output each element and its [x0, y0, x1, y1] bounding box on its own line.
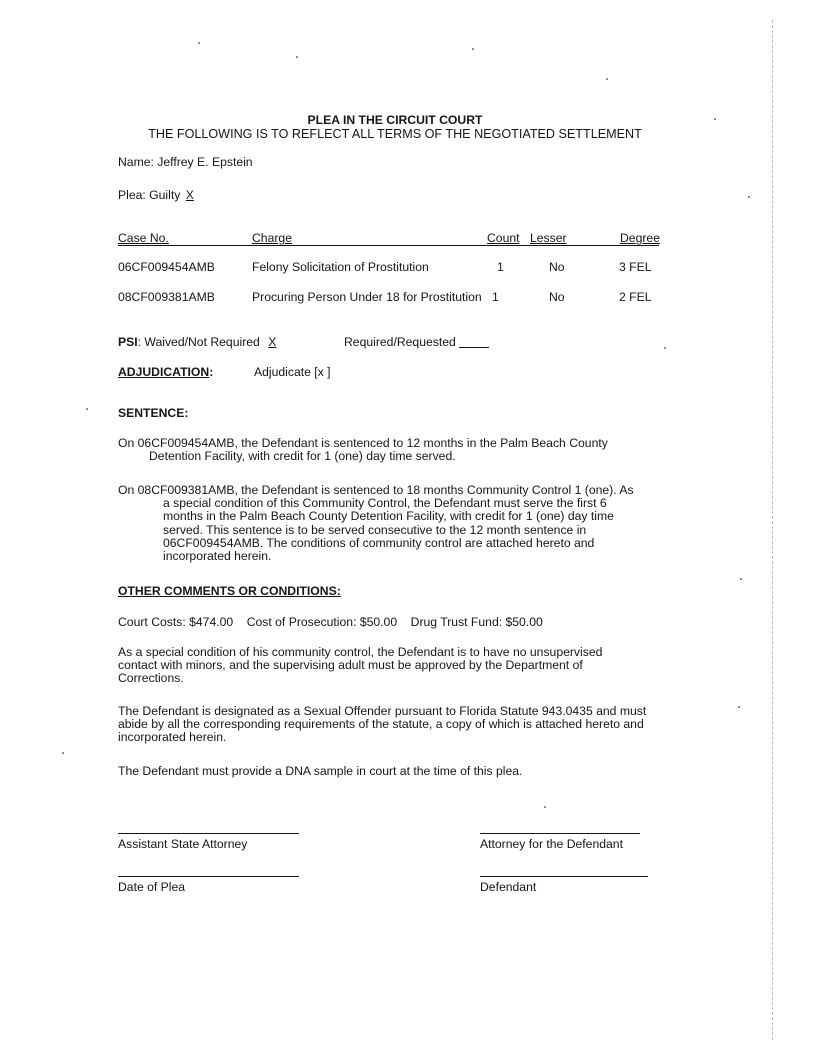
scan-speck	[664, 347, 666, 349]
asa-signature-line	[118, 833, 299, 834]
sentence-1-line: On 06CF009454AMB, the Defendant is sentenced to 12 months in the Palm Beach County	[118, 436, 608, 450]
sentence-paragraph-2	[118, 484, 666, 563]
condition-dna-sample: The Defendant must provide a DNA sample in court at the time of this plea.	[118, 764, 523, 778]
adjudication-value: Adjudicate [x ]	[254, 365, 331, 379]
condition-sexual-offender: The Defendant is designated as a Sexual Offender pursuant to Florida Statute 943.0435 and must abide by all the corresponding requirements of the statute, a copy of which is attached hereto and incorporated herein.	[118, 704, 647, 745]
column-header-case-no: Case No.	[118, 231, 169, 245]
degree-cell: 2 FEL	[619, 290, 652, 304]
psi-required-option	[344, 335, 489, 349]
defendant-signature-line	[480, 876, 648, 877]
sentence-2-line: 06CF009454AMB. The conditions of community control are attached hereto and	[163, 535, 595, 550]
scan-speck	[738, 706, 740, 708]
charge-cell: Procuring Person Under 18 for Prostitution	[252, 290, 482, 304]
sentence-2-line: months in the Palm Beach County Detention Facility, with credit for 1 (one) day time	[163, 509, 614, 524]
document-subtitle: THE FOLLOWING IS TO REFLECT ALL TERMS OF THE NEGOTIATED SETTLEMENT	[148, 127, 642, 141]
defendant-signature-label: Defendant	[480, 880, 537, 894]
document-title: PLEA IN THE CIRCUIT COURT	[307, 113, 483, 127]
adjudication-colon: :	[209, 365, 214, 379]
psi-required-blank	[459, 347, 489, 348]
adjudication-label: ADJUDICATION	[118, 365, 210, 379]
scan-speck	[748, 196, 750, 198]
asa-signature-label: Assistant State Attorney	[118, 837, 248, 851]
condition-no-contact: As a special condition of his community control, the Defendant is to have no unsupervised contact with minors, and the supervising adult must be approved by the Department of Corrections.	[118, 645, 603, 686]
scan-speck	[544, 806, 546, 808]
sentence-2-line: served. This sentence is to be served consecutive to the 12 month sentence in	[163, 522, 587, 537]
column-header-count: Count	[487, 231, 520, 245]
sentence-paragraph-1	[118, 437, 666, 463]
date-of-plea-label: Date of Plea	[118, 880, 186, 894]
psi-line	[118, 335, 292, 349]
adjudication-line	[118, 365, 213, 379]
sentence-1-line: Detention Facility, with credit for 1 (one) day time served.	[149, 449, 456, 464]
plea-label: Plea: Guilty	[118, 188, 181, 202]
sentence-2-line: On 08CF009381AMB, the Defendant is sentenced to 18 months Community Control 1 (one). As	[118, 483, 634, 497]
column-header-degree: Degree	[620, 231, 660, 245]
case-no-cell: 06CF009454AMB	[118, 260, 215, 274]
plea-mark: X	[185, 188, 194, 202]
psi-label: PSI	[118, 335, 138, 349]
date-of-plea-line	[118, 876, 299, 877]
degree-cell: 3 FEL	[619, 260, 652, 274]
scan-speck	[740, 578, 742, 580]
case-no-cell: 08CF009381AMB	[118, 290, 215, 304]
lesser-cell: No	[549, 290, 565, 304]
scan-speck	[86, 408, 88, 410]
column-header-lesser: Lesser	[530, 231, 567, 245]
sentence-heading: SENTENCE:	[118, 406, 189, 420]
psi-required-label: Required/Requested	[344, 335, 456, 349]
defense-attorney-signature-label: Attorney for the Defendant	[480, 837, 623, 851]
scan-speck	[296, 56, 298, 58]
count-cell: 1	[492, 290, 499, 304]
charge-cell: Felony Solicitation of Prostitution	[252, 260, 429, 274]
lesser-cell: No	[549, 260, 565, 274]
scan-speck	[62, 752, 64, 754]
count-cell: 1	[497, 260, 504, 274]
scan-speck	[606, 78, 608, 80]
scan-edge-mark	[772, 20, 773, 1040]
psi-waived-mark: X	[268, 335, 277, 349]
name-label: Name:	[118, 155, 154, 169]
psi-waived-label: : Waived/Not Required	[137, 335, 260, 349]
defendant-name-line	[118, 155, 253, 169]
sentence-2-line: a special condition of this Community Control, the Defendant must serve the first 6	[163, 496, 607, 511]
sentence-2-line: incorporated herein.	[163, 549, 272, 564]
plea-line	[118, 188, 196, 202]
cost-summary: Court Costs: $474.00 Cost of Prosecution: $50.00 Drug Trust Fund: $50.00	[118, 615, 543, 629]
defense-attorney-signature-line	[480, 833, 640, 834]
defendant-name: Jeffrey E. Epstein	[157, 155, 253, 169]
document-header	[0, 113, 760, 142]
scan-speck	[472, 48, 474, 50]
scan-speck	[198, 42, 200, 44]
column-header-charge: Charge	[252, 231, 292, 245]
other-comments-heading: OTHER COMMENTS OR CONDITIONS:	[118, 584, 341, 598]
header-underline	[118, 245, 659, 246]
